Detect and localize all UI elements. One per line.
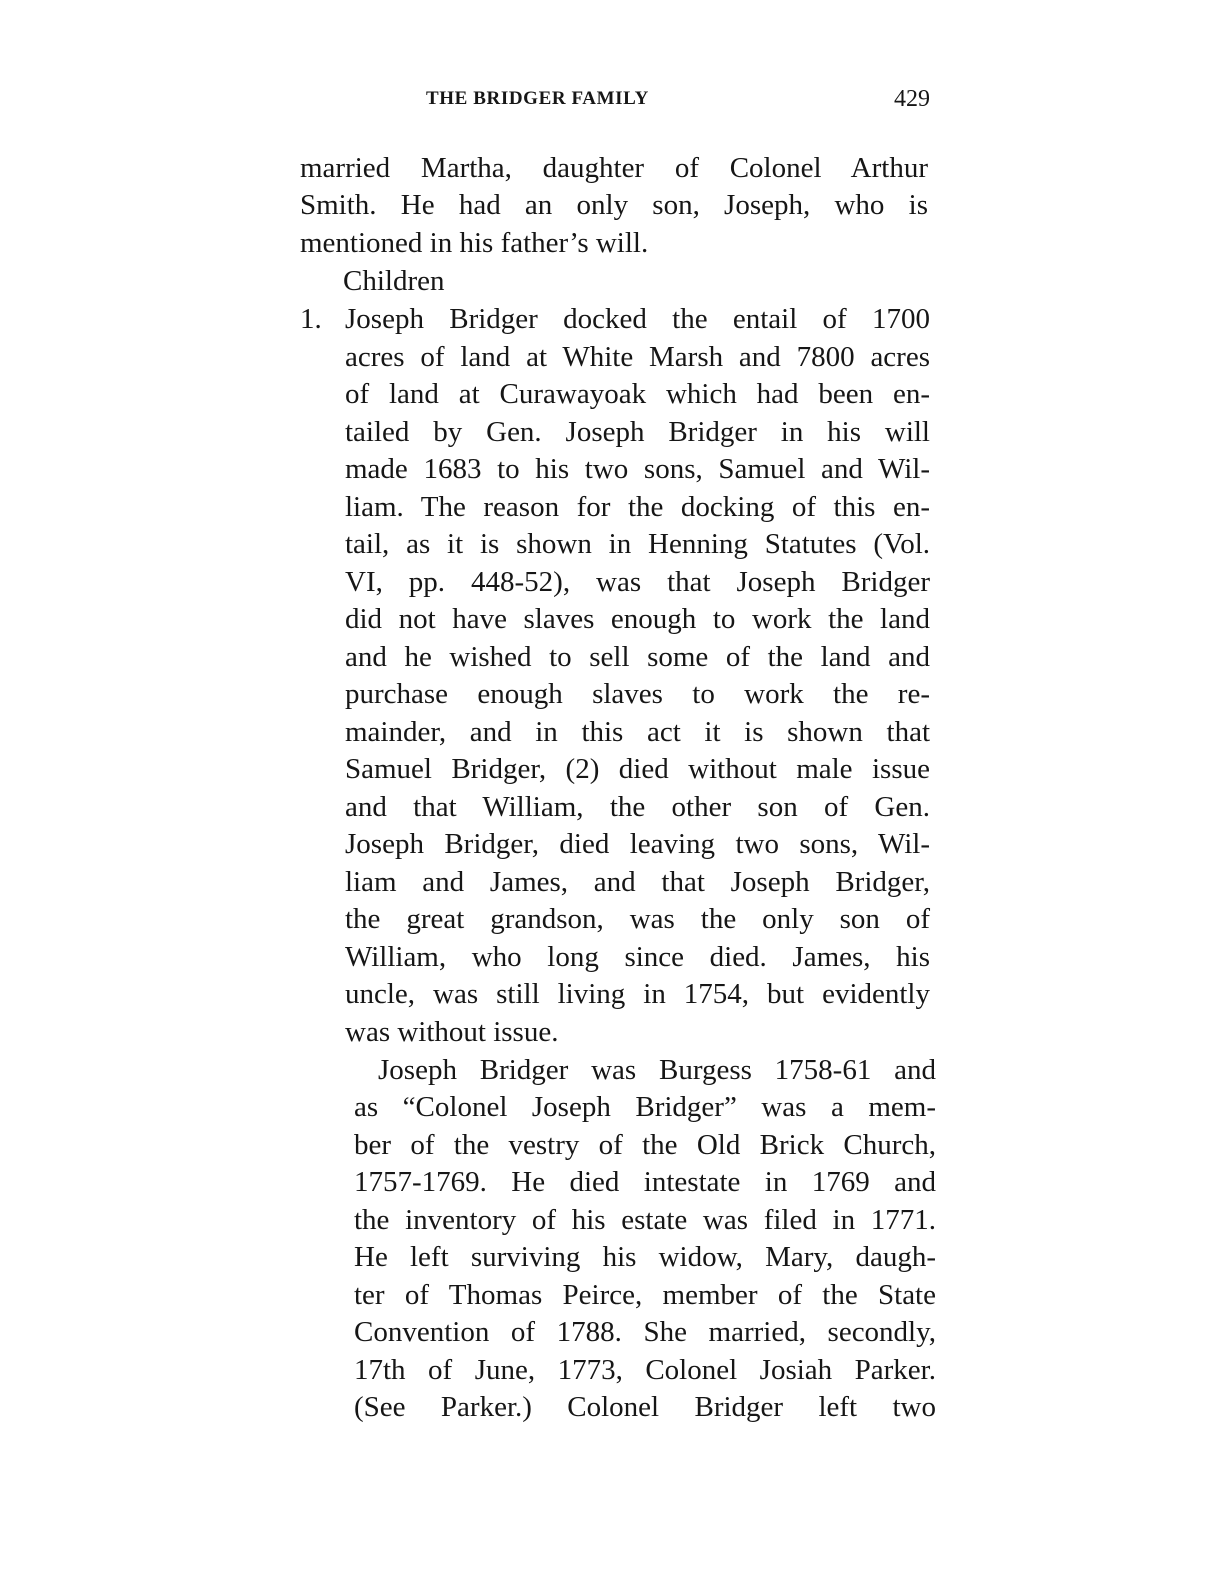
- text-line: made 1683 to his two sons, Samuel and Wil-: [345, 453, 930, 485]
- text-line: the inventory of his estate was filed in 1771.: [354, 1204, 936, 1236]
- text-line: liam. The reason for the docking of this en-: [345, 491, 930, 523]
- text-line: 17th of June, 1773, Colonel Josiah Parker.: [354, 1354, 936, 1386]
- text-line: (See Parker.) Colonel Bridger left two: [354, 1391, 936, 1423]
- text-line: acres of land at White Marsh and 7800 acres: [345, 341, 930, 373]
- text-line: William, who long since died. James, his: [345, 941, 930, 973]
- children-heading: Children: [343, 265, 445, 297]
- text-line: mainder, and in this act it is shown that: [345, 716, 930, 748]
- running-head: [298, 88, 930, 118]
- text-line: Joseph Bridger was Burgess 1758-61 and: [378, 1054, 936, 1086]
- text-line: of land at Curawayoak which had been en-: [345, 378, 930, 410]
- text-line: and he wished to sell some of the land and: [345, 641, 930, 673]
- text-line: the great grandson, was the only son of: [345, 903, 930, 935]
- text-line: mentioned in his father’s will.: [300, 227, 649, 259]
- text-line: Samuel Bridger, (2) died without male issue: [345, 753, 930, 785]
- text-line: as “Colonel Joseph Bridger” was a mem-: [354, 1091, 936, 1123]
- text-line: tailed by Gen. Joseph Bridger in his will: [345, 416, 930, 448]
- text-line: and that William, the other son of Gen.: [345, 791, 930, 823]
- text-line: purchase enough slaves to work the re-: [345, 678, 930, 710]
- text-line: ber of the vestry of the Old Brick Church,: [354, 1129, 936, 1161]
- text-line: did not have slaves enough to work the land: [345, 603, 930, 635]
- text-line: married Martha, daughter of Colonel Arthur: [300, 152, 928, 184]
- running-title: THE BRIDGER FAMILY: [426, 88, 650, 109]
- text-line: Convention of 1788. She married, secondly,: [354, 1316, 936, 1348]
- text-line: Joseph Bridger docked the entail of 1700: [345, 303, 930, 335]
- page-number: 429: [894, 86, 930, 112]
- text-line: liam and James, and that Joseph Bridger,: [345, 866, 930, 898]
- text-line: 1757-1769. He died intestate in 1769 and: [354, 1166, 936, 1198]
- text-line: Joseph Bridger, died leaving two sons, Wil-: [345, 828, 930, 860]
- text-line: ter of Thomas Peirce, member of the State: [354, 1279, 936, 1311]
- item-number: 1.: [300, 303, 322, 335]
- text-line: VI, pp. 448-52), was that Joseph Bridger: [345, 566, 930, 598]
- text-line: He left surviving his widow, Mary, daugh-: [354, 1241, 936, 1273]
- text-line: was without issue.: [345, 1016, 559, 1048]
- text-line: tail, as it is shown in Henning Statutes (Vol.: [345, 528, 930, 560]
- text-line: uncle, was still living in 1754, but evidently: [345, 978, 930, 1010]
- text-line: Smith. He had an only son, Joseph, who is: [300, 189, 928, 221]
